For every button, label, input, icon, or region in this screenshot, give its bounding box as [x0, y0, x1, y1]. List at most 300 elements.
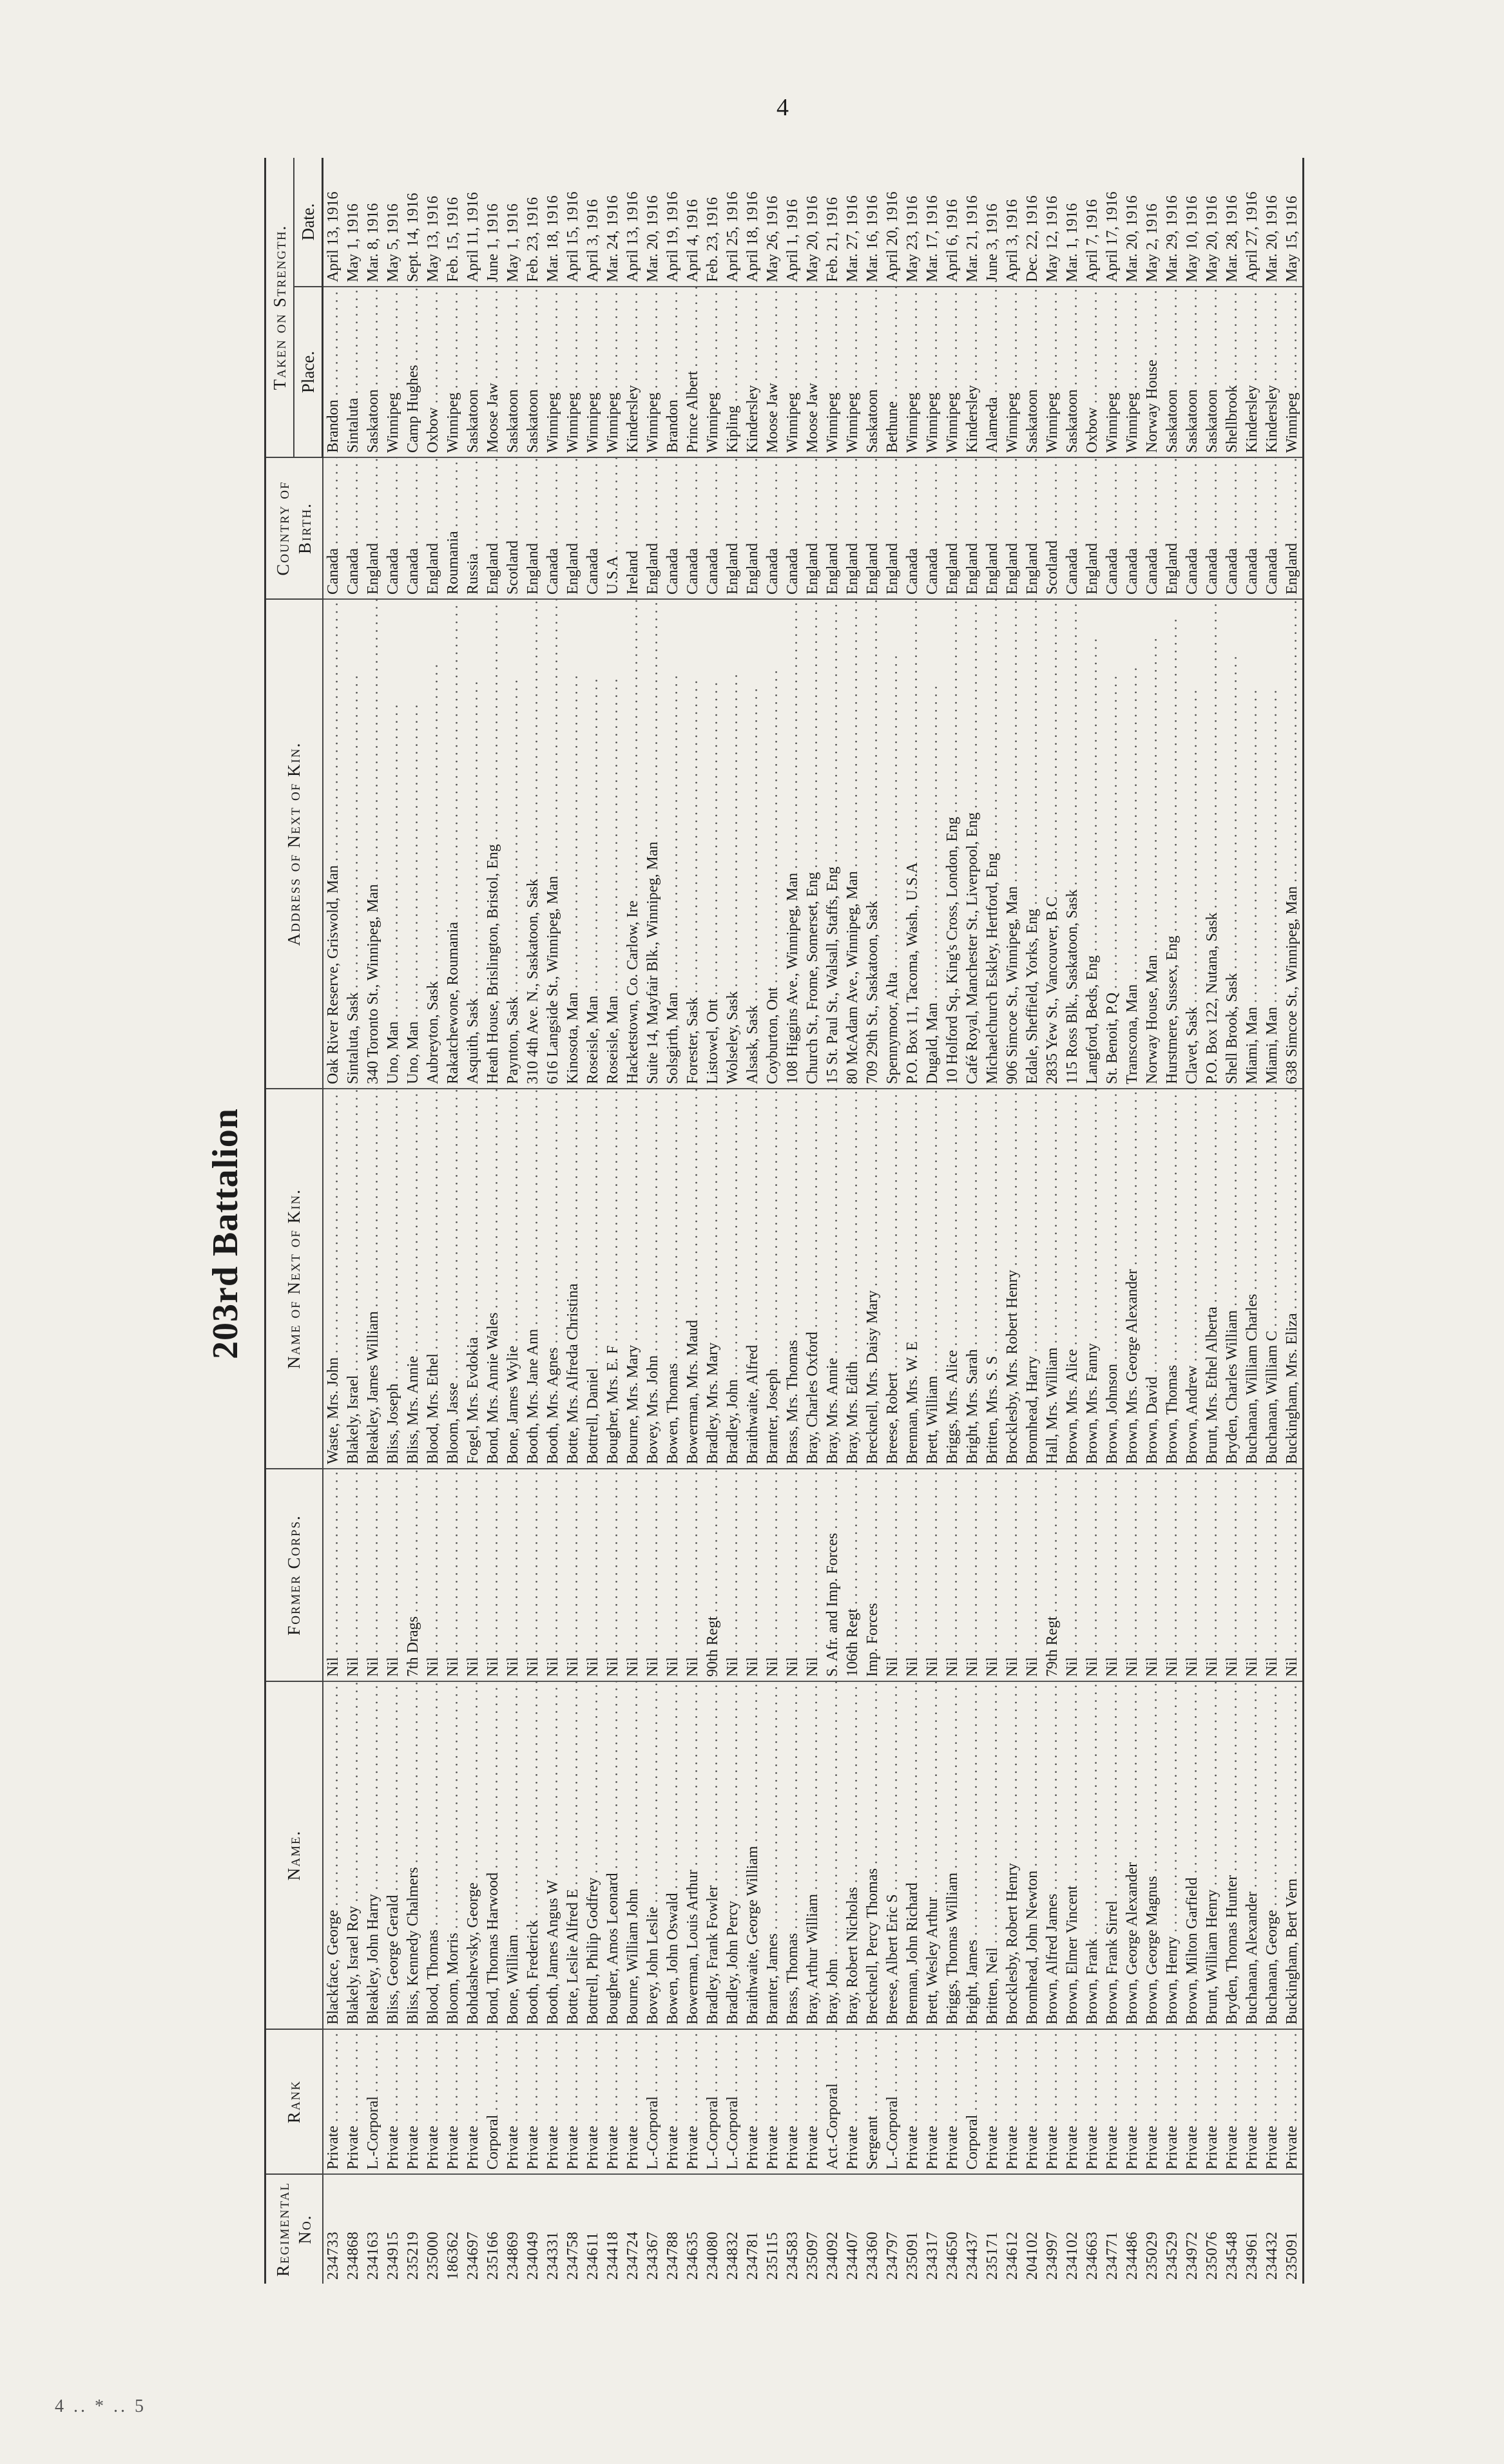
cell-former-corps: Nil . . .	[923, 1469, 943, 1681]
cell-address: Roseisle, Man . . .	[583, 599, 603, 1089]
table-row	[423, 158, 443, 2284]
cell-next-of-kin: Bradley, John . . .	[723, 1089, 743, 1469]
cell-rank: Private . . .	[923, 2029, 943, 2174]
cell-next-of-kin: Breese, Robert . . .	[883, 1089, 903, 1469]
cell-rank: Private . . .	[463, 2029, 483, 2174]
cell-former-corps: Nil . . .	[803, 1469, 823, 1681]
cell-country: Roumania . . .	[443, 457, 463, 599]
cell-address: Rakatchewone, Roumania . . .	[443, 599, 463, 1089]
cell-country: Scotland . . .	[1043, 457, 1063, 599]
cell-former-corps: Nil . . .	[743, 1469, 763, 1681]
cell-name: Brown, George Alexander . . .	[1123, 1681, 1142, 2029]
cell-date: Mar. 20, 1916	[1264, 195, 1280, 282]
cell-country: Canada . . .	[403, 457, 423, 599]
cell-rank: Private . . .	[983, 2029, 1003, 2174]
cell-former-corps: Nil . . .	[1282, 1469, 1304, 1681]
cell-reg-no: 234360	[863, 2174, 883, 2284]
cell-address: 906 Simcoe St., Winnipeg, Man . . .	[1003, 599, 1023, 1089]
cell-country: Canada . . .	[1103, 457, 1123, 599]
cell-date: May 1, 1916	[505, 204, 521, 282]
cell-reg-no: 234548	[1222, 2174, 1242, 2284]
cell-date: April 7, 1916	[1084, 199, 1101, 282]
cell-reg-no: 234092	[823, 2174, 843, 2284]
cell-rank: Private . . .	[663, 2029, 683, 2174]
cell-former-corps: 106th Regt . . .	[843, 1469, 863, 1681]
cell-rank: Private . . .	[1063, 2029, 1083, 2174]
cell-date: May 10, 1916	[1184, 196, 1200, 282]
cell-reg-no: 234733	[323, 2174, 344, 2284]
cell-address: 115 Ross Blk., Saskatoon, Sask . . .	[1063, 599, 1083, 1089]
cell-rank: Private . . .	[523, 2029, 543, 2174]
roster-table	[264, 158, 1304, 2284]
cell-place: Oxbow . . .	[1083, 287, 1103, 457]
cell-place: Winnipeg . . .	[1043, 287, 1063, 457]
table-row	[1222, 158, 1242, 2284]
cell-place: Saskatoon . . .	[1182, 287, 1202, 457]
cell-place: Kindersley . . .	[1262, 287, 1282, 457]
table-row	[923, 158, 943, 2284]
cell-former-corps: Nil . . .	[343, 1469, 363, 1681]
cell-date: April 6, 1916	[944, 199, 961, 282]
cell-next-of-kin: Botte, Mrs. Alfreda Christina . . .	[563, 1089, 583, 1469]
cell-address: Shell Brook, Sask . . .	[1222, 599, 1242, 1089]
cell-former-corps: 7th Drags . . .	[403, 1469, 423, 1681]
cell-address: 108 Higgins Ave., Winnipeg, Man . . .	[783, 599, 803, 1089]
cell-place: Saskatoon . . .	[1202, 287, 1222, 457]
cell-reg-no: 235097	[803, 2174, 823, 2284]
cell-address: Edale, Sheffield, Yorks, Eng . . .	[1023, 599, 1043, 1089]
cell-reg-no: 234650	[943, 2174, 963, 2284]
table-row	[1023, 158, 1043, 2284]
cell-former-corps: Nil . . .	[363, 1469, 383, 1681]
page-number: 4	[776, 94, 789, 121]
cell-address: 340 Toronto St., Winnipeg, Man . . .	[363, 599, 383, 1089]
cell-former-corps: Nil . . .	[443, 1469, 463, 1681]
cell-rank: Private . . .	[1282, 2029, 1304, 2174]
cell-country: U.S.A . . .	[603, 457, 623, 599]
cell-address: Miami, Man . . .	[1242, 599, 1262, 1089]
cell-place: Kindersley . . .	[743, 287, 763, 457]
cell-address: Langford, Beds, Eng . . .	[1083, 599, 1103, 1089]
header-rank: Rank	[265, 2029, 323, 2174]
cell-former-corps: Nil . . .	[1222, 1469, 1242, 1681]
cell-rank: Private . . .	[763, 2029, 783, 2174]
cell-rank: Private . . .	[1083, 2029, 1103, 2174]
cell-name: Bliss, George Gerald . . .	[383, 1681, 403, 2029]
cell-country: Canada . . .	[323, 457, 344, 599]
cell-reg-no: 234697	[463, 2174, 483, 2284]
cell-place: Moose Jaw . . .	[803, 287, 823, 457]
cell-reg-no: 234611	[583, 2174, 603, 2284]
cell-next-of-kin: Buchanan, William Charles . . .	[1242, 1089, 1262, 1469]
cell-name: Bowerman, Louis Arthur . . .	[683, 1681, 703, 2029]
cell-rank: Private . . .	[443, 2029, 463, 2174]
cell-rank: Private . . .	[403, 2029, 423, 2174]
cell-reg-no: 234418	[603, 2174, 623, 2284]
cell-date: April 11, 1916	[465, 192, 481, 282]
cell-country: England . . .	[1083, 457, 1103, 599]
cell-address: Aubreyton, Sask . . .	[423, 599, 443, 1089]
cell-former-corps: Nil . . .	[463, 1469, 483, 1681]
cell-date: May 26, 1916	[764, 196, 781, 282]
table-row	[1262, 158, 1282, 2284]
cell-next-of-kin: Brennan, Mrs. W. E . . .	[903, 1089, 923, 1469]
cell-next-of-kin: Bray, Mrs. Annie . . .	[823, 1089, 843, 1469]
cell-reg-no: 234997	[1043, 2174, 1063, 2284]
cell-country: Canada . . .	[1142, 457, 1162, 599]
cell-address: Sintaluta, Sask . . .	[343, 599, 363, 1089]
cell-address: Oak River Reserve, Griswold, Man . . .	[323, 599, 344, 1089]
cell-country: England . . .	[743, 457, 763, 599]
cell-country: England . . .	[963, 457, 983, 599]
cell-reg-no: 234102	[1063, 2174, 1083, 2284]
cell-name: Bloom, Morris . . .	[443, 1681, 463, 2029]
cell-next-of-kin: Brown, David . . .	[1142, 1089, 1162, 1469]
cell-name: Bromhead, John Newton . . .	[1023, 1681, 1043, 2029]
cell-place: Winnipeg . . .	[923, 287, 943, 457]
cell-place: Brandon . . .	[323, 287, 344, 457]
cell-next-of-kin: Bromhead, Harry . . .	[1023, 1089, 1043, 1469]
table-row	[363, 158, 383, 2284]
cell-place: Saskatoon . . .	[523, 287, 543, 457]
cell-rank: Private . . .	[1023, 2029, 1043, 2174]
cell-former-corps: Nil . . .	[1103, 1469, 1123, 1681]
cell-address: Hurstmere, Sussex, Eng . . .	[1162, 599, 1182, 1089]
header-former-corps: Former Corps.	[265, 1469, 323, 1681]
cell-reg-no: 235076	[1202, 2174, 1222, 2284]
cell-country: England . . .	[563, 457, 583, 599]
cell-country: Canada . . .	[683, 457, 703, 599]
cell-name: Booth, Frederick . . .	[523, 1681, 543, 2029]
table-row	[703, 158, 723, 2284]
cell-date: Mar. 27, 1916	[844, 195, 861, 282]
table-row	[1003, 158, 1023, 2284]
cell-place: Winnipeg . . .	[703, 287, 723, 457]
cell-rank: Private . . .	[1142, 2029, 1162, 2174]
table-row	[583, 158, 603, 2284]
cell-rank: Private . . .	[323, 2029, 344, 2174]
table-row	[1162, 158, 1182, 2284]
cell-reg-no: 234788	[663, 2174, 683, 2284]
cell-name: Brown, Henry . . .	[1162, 1681, 1182, 2029]
cell-address: Paynton, Sask . . .	[503, 599, 523, 1089]
cell-name: Brecknell, Percy Thomas . . .	[863, 1681, 883, 2029]
cell-rank: L.-Corporal . . .	[363, 2029, 383, 2174]
cell-name: Botte, Leslie Alfred E . . .	[563, 1681, 583, 2029]
cell-date: April 20, 1916	[884, 191, 901, 282]
cell-rank: Private . . .	[803, 2029, 823, 2174]
cell-former-corps: Nil . . .	[1162, 1469, 1182, 1681]
cell-next-of-kin: Bright, Mrs. Sarah . . .	[963, 1089, 983, 1469]
cell-address: Uno, Man . . .	[383, 599, 403, 1089]
cell-next-of-kin: Blood, Mrs. Ethel . . .	[423, 1089, 443, 1469]
cell-rank: Private . . .	[1242, 2029, 1262, 2174]
cell-date: April 1, 1916	[784, 199, 801, 282]
cell-country: Canada . . .	[383, 457, 403, 599]
table-row	[523, 158, 543, 2284]
cell-date: May 20, 1916	[804, 196, 821, 282]
cell-rank: Private . . .	[1043, 2029, 1063, 2174]
cell-next-of-kin: Bougher, Mrs. E. F . . .	[603, 1089, 623, 1469]
table-row	[1083, 158, 1103, 2284]
cell-reg-no: 235166	[483, 2174, 503, 2284]
cell-country: England . . .	[863, 457, 883, 599]
cell-date: June 1, 1916	[485, 204, 501, 282]
header-place: Place.	[294, 287, 323, 457]
cell-place: Kindersley . . .	[963, 287, 983, 457]
cell-place: Oxbow . . .	[423, 287, 443, 457]
cell-name: Brass, Thomas . . .	[783, 1681, 803, 2029]
cell-place: Winnipeg . . .	[583, 287, 603, 457]
cell-country: England . . .	[1162, 457, 1182, 599]
cell-country: Canada . . .	[543, 457, 563, 599]
cell-date: Mar. 29, 1916	[1164, 195, 1181, 282]
cell-country: England . . .	[1282, 457, 1304, 599]
cell-reg-no: 234868	[343, 2174, 363, 2284]
cell-next-of-kin: Brown, Andrew . . .	[1182, 1089, 1202, 1469]
cell-address: Dugald, Man . . .	[923, 599, 943, 1089]
cell-country: Canada . . .	[923, 457, 943, 599]
cell-date: April 19, 1916	[664, 191, 681, 282]
cell-name: Briggs, Thomas William . . .	[943, 1681, 963, 2029]
cell-name: Brown, Milton Garfield . . .	[1182, 1681, 1202, 2029]
cell-next-of-kin: Brunt, Mrs. Ethel Alberta . . .	[1202, 1089, 1222, 1469]
cell-date: June 3, 1916	[984, 204, 1001, 282]
cell-name: Blakely, Israel Roy . . .	[343, 1681, 363, 2029]
header-date: Date.	[294, 158, 323, 287]
table-row	[323, 158, 344, 2284]
cell-next-of-kin: Bray, Mrs. Edith . . .	[843, 1089, 863, 1469]
cell-reg-no: 234437	[963, 2174, 983, 2284]
cell-date: Dec. 22, 1916	[1024, 195, 1041, 282]
table-row	[1063, 158, 1083, 2284]
cell-next-of-kin: Bloom, Jasse . . .	[443, 1089, 463, 1469]
cell-rank: Sergeant . . .	[863, 2029, 883, 2174]
cell-country: Canada . . .	[763, 457, 783, 599]
cell-country: Canada . . .	[1242, 457, 1262, 599]
cell-date: Mar. 17, 1916	[924, 195, 941, 282]
cell-rank: Private . . .	[383, 2029, 403, 2174]
cell-date: April 3, 1916	[1004, 199, 1021, 282]
cell-place: Norway House . . .	[1142, 287, 1162, 457]
header-country: Country of Birth.	[265, 457, 323, 599]
cell-rank: Private . . .	[1003, 2029, 1023, 2174]
cell-next-of-kin: Bowerman, Mrs. Maud . . .	[683, 1089, 703, 1469]
cell-address: 80 McAdam Ave., Winnipeg, Man . . .	[843, 599, 863, 1089]
cell-place: Camp Hughes . . .	[403, 287, 423, 457]
page-title: 203rd Battalion	[206, 1108, 246, 1359]
cell-reg-no: 234486	[1123, 2174, 1142, 2284]
table-row	[643, 158, 663, 2284]
cell-place: Winnipeg . . .	[1003, 287, 1023, 457]
cell-date: April 27, 1916	[1244, 191, 1260, 282]
cell-former-corps: Imp. Forces . . .	[863, 1469, 883, 1681]
cell-former-corps: Nil . . .	[963, 1469, 983, 1681]
table-row	[683, 158, 703, 2284]
cell-name: Bright, James . . .	[963, 1681, 983, 2029]
cell-place: Saskatoon . . .	[1063, 287, 1083, 457]
cell-name: Blood, Thomas . . .	[423, 1681, 443, 2029]
table-row	[983, 158, 1003, 2284]
cell-date: Mar. 20, 1916	[1124, 195, 1141, 282]
cell-rank: Private . . .	[1202, 2029, 1222, 2174]
cell-former-corps: Nil . . .	[563, 1469, 583, 1681]
cell-place: Winnipeg . . .	[1123, 287, 1142, 457]
cell-rank: L.-Corporal . . .	[643, 2029, 663, 2174]
cell-next-of-kin: Brown, Johnson . . .	[1103, 1089, 1123, 1469]
cell-name: Brocklesby, Robert Henry . . .	[1003, 1681, 1023, 2029]
header-next-of-kin: Name of Next of Kin.	[265, 1089, 323, 1469]
cell-place: Winnipeg . . .	[603, 287, 623, 457]
cell-name: Bougher, Amos Leonard . . .	[603, 1681, 623, 2029]
cell-former-corps: 90th Regt . . .	[703, 1469, 723, 1681]
cell-reg-no: 234972	[1182, 2174, 1202, 2284]
cell-address: Suite 14, Mayfair Blk., Winnipeg, Man . . .	[643, 599, 663, 1089]
cell-place: Kindersley . . .	[1242, 287, 1262, 457]
cell-country: Canada . . .	[1262, 457, 1282, 599]
cell-address: 709 29th St., Saskatoon, Sask . . .	[863, 599, 883, 1089]
cell-name: Bohdashevsky, George . . .	[463, 1681, 483, 2029]
cell-reg-no: 234771	[1103, 2174, 1123, 2284]
table-row	[783, 158, 803, 2284]
cell-rank: Private . . .	[503, 2029, 523, 2174]
cell-name: Bottrell, Philip Godfrey . . .	[583, 1681, 603, 2029]
cell-address: Coyburton, Ont . . .	[763, 599, 783, 1089]
cell-reg-no: 234529	[1162, 2174, 1182, 2284]
table-row	[723, 158, 743, 2284]
cell-date: May 23, 1916	[904, 196, 921, 282]
cell-reg-no: 234758	[563, 2174, 583, 2284]
cell-name: Buchanan, George . . .	[1262, 1681, 1282, 2029]
cell-place: Winnipeg . . .	[903, 287, 923, 457]
cell-name: Britten, Neil . . .	[983, 1681, 1003, 2029]
cell-rank: Private . . .	[1123, 2029, 1142, 2174]
table-row	[623, 158, 643, 2284]
cell-reg-no: 186362	[443, 2174, 463, 2284]
cell-reg-no: 235000	[423, 2174, 443, 2284]
cell-former-corps: Nil . . .	[583, 1469, 603, 1681]
cell-place: Winnipeg . . .	[843, 287, 863, 457]
cell-date: Feb. 21, 1916	[824, 197, 841, 282]
cell-former-corps: Nil . . .	[783, 1469, 803, 1681]
cell-reg-no: 234635	[683, 2174, 703, 2284]
cell-rank: Act.-Corporal . . .	[823, 2029, 843, 2174]
cell-next-of-kin: Blakely, Israel . . .	[343, 1089, 363, 1469]
cell-name: Brown, Alfred James . . .	[1043, 1681, 1063, 2029]
cell-rank: Private . . .	[603, 2029, 623, 2174]
cell-reg-no: 234797	[883, 2174, 903, 2284]
cell-place: Winnipeg . . .	[823, 287, 843, 457]
cell-date: Mar. 18, 1916	[545, 195, 561, 282]
cell-next-of-kin: Branter, Joseph . . .	[763, 1089, 783, 1469]
cell-address: Café Royal, Manchester St., Liverpool, Eng . . .	[963, 599, 983, 1089]
cell-date: Feb. 15, 1916	[445, 197, 461, 282]
cell-next-of-kin: Booth, Mrs. Agnes . . .	[543, 1089, 563, 1469]
table-row	[1142, 158, 1162, 2284]
cell-date: April 25, 1916	[724, 191, 741, 282]
cell-place: Kipling . . .	[723, 287, 743, 457]
cell-address: P.O. Box 122, Nutana, Sask . . .	[1202, 599, 1222, 1089]
cell-rank: Private . . .	[943, 2029, 963, 2174]
cell-former-corps: Nil . . .	[983, 1469, 1003, 1681]
cell-name: Bone, William . . .	[503, 1681, 523, 2029]
cell-date: April 18, 1916	[744, 191, 761, 282]
cell-next-of-kin: Bond, Mrs. Annie Wales . . .	[483, 1089, 503, 1469]
cell-reg-no: 234367	[643, 2174, 663, 2284]
cell-address: 638 Simcoe St., Winnipeg, Man . . .	[1282, 599, 1304, 1089]
table-row	[483, 158, 503, 2284]
cell-rank: Private . . .	[1262, 2029, 1282, 2174]
cell-reg-no: 235091	[1282, 2174, 1304, 2284]
cell-next-of-kin: Bray, Charles Oxford . . .	[803, 1089, 823, 1469]
cell-name: Bray, Robert Nicholas . . .	[843, 1681, 863, 2029]
cell-date: May 5, 1916	[385, 204, 401, 282]
table-row	[943, 158, 963, 2284]
table-row	[883, 158, 903, 2284]
table-row	[343, 158, 363, 2284]
cell-former-corps: Nil . . .	[943, 1469, 963, 1681]
cell-next-of-kin: Hall, Mrs. William . . .	[1043, 1089, 1063, 1469]
cell-rank: L.-Corporal . . .	[723, 2029, 743, 2174]
cell-address: Heath House, Brislington, Bristol, Eng . . .	[483, 599, 503, 1089]
table-row	[1202, 158, 1222, 2284]
cell-former-corps: Nil . . .	[1262, 1469, 1282, 1681]
cell-name: Buckingham, Bert Vern . . .	[1282, 1681, 1304, 2029]
cell-reg-no: 234317	[923, 2174, 943, 2284]
cell-rank: Private . . .	[783, 2029, 803, 2174]
cell-country: England . . .	[823, 457, 843, 599]
cell-place: Winnipeg . . .	[543, 287, 563, 457]
cell-next-of-kin: Brett, William . . .	[923, 1089, 943, 1469]
table-row	[1182, 158, 1202, 2284]
cell-former-corps: Nil . . .	[763, 1469, 783, 1681]
cell-reg-no: 234407	[843, 2174, 863, 2284]
cell-rank: Private . . .	[1103, 2029, 1123, 2174]
table-row	[443, 158, 463, 2284]
cell-former-corps: Nil . . .	[503, 1469, 523, 1681]
cell-country: Canada . . .	[583, 457, 603, 599]
cell-date: Sept. 14, 1916	[405, 193, 421, 282]
cell-address: Clavet, Sask . . .	[1182, 599, 1202, 1089]
table-row	[543, 158, 563, 2284]
cell-reg-no: 234961	[1242, 2174, 1262, 2284]
cell-date: May 1, 1916	[345, 204, 362, 282]
cell-address: Norway House, Man . . .	[1142, 599, 1162, 1089]
cell-place: Bethune . . .	[883, 287, 903, 457]
cell-rank: Corporal . . .	[483, 2029, 503, 2174]
table-row	[903, 158, 923, 2284]
cell-address: Asquith, Sask . . .	[463, 599, 483, 1089]
cell-place: Winnipeg . . .	[1103, 287, 1123, 457]
table-header	[265, 158, 323, 2284]
cell-rank: Corporal . . .	[963, 2029, 983, 2174]
cell-place: Winnipeg . . .	[643, 287, 663, 457]
cell-place: Saskatoon . . .	[1162, 287, 1182, 457]
cell-rank: Private . . .	[583, 2029, 603, 2174]
cell-place: Sintaluta . . .	[343, 287, 363, 457]
cell-reg-no: 234080	[703, 2174, 723, 2284]
cell-reg-no: 235091	[903, 2174, 923, 2284]
cell-country: Canada . . .	[903, 457, 923, 599]
cell-former-corps: Nil . . .	[1123, 1469, 1142, 1681]
cell-address: Michaelchurch Eskley, Hertford, Eng . . .	[983, 599, 1003, 1089]
cell-name: Branter, James . . .	[763, 1681, 783, 2029]
cell-rank: Private . . .	[423, 2029, 443, 2174]
cell-rank: Private . . .	[1182, 2029, 1202, 2174]
cell-reg-no: 235029	[1142, 2174, 1162, 2284]
cell-country: Canada . . .	[663, 457, 683, 599]
cell-address: Listowel, Ont . . .	[703, 599, 723, 1089]
